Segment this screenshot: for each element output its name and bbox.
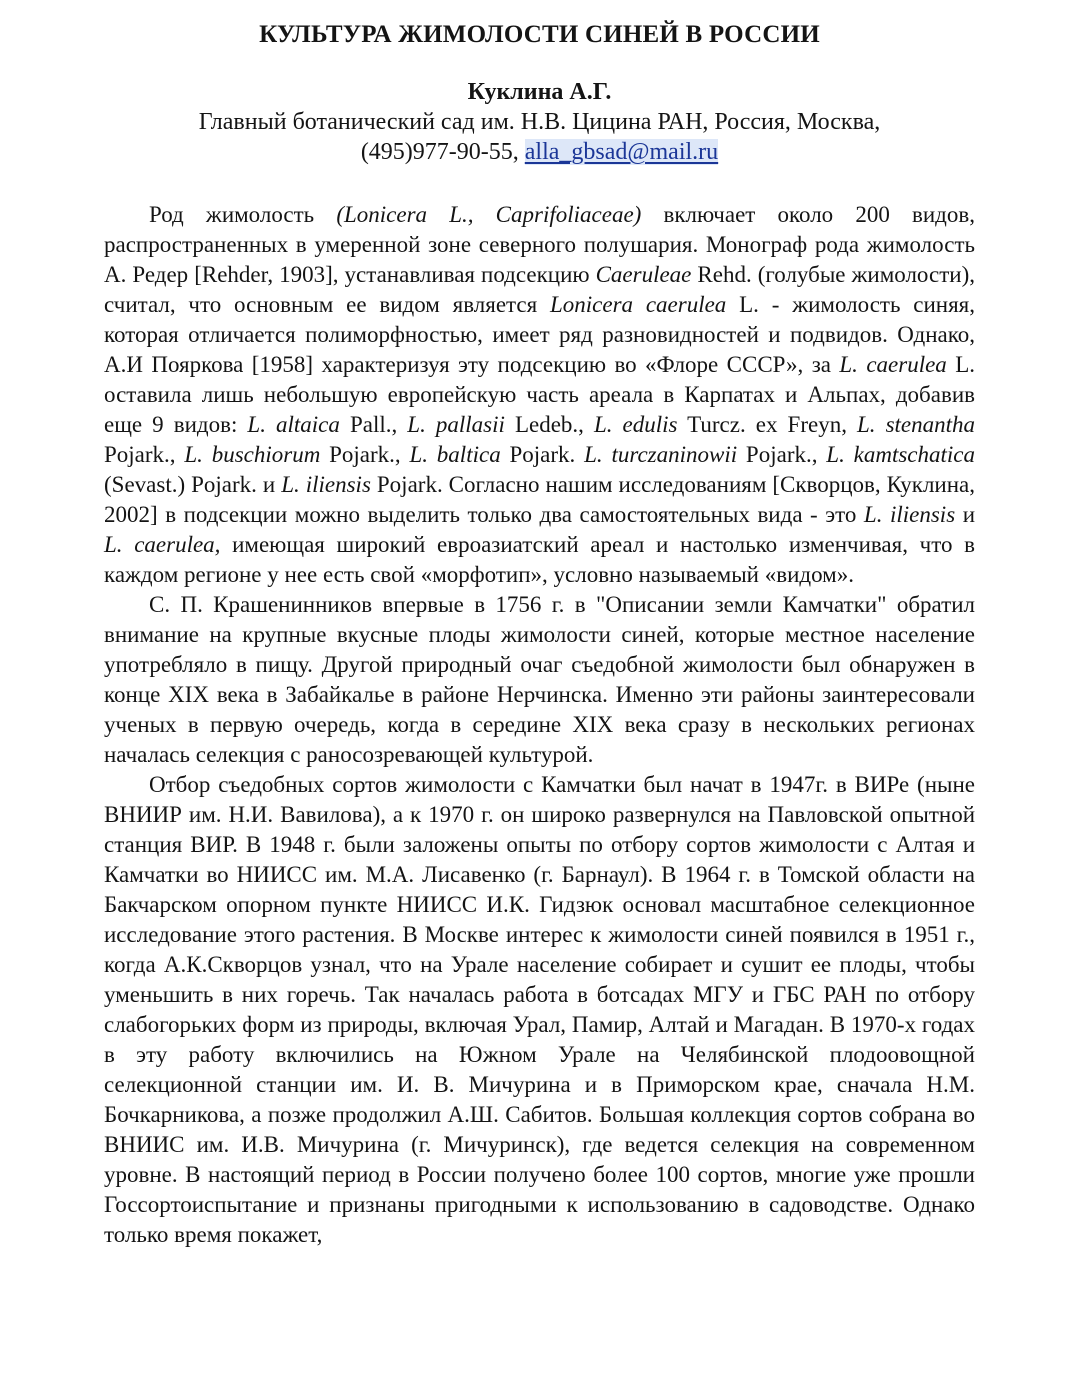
text-run: Pojark.: [500, 442, 585, 467]
text-run: Pojark.,: [737, 442, 827, 467]
page-title: КУЛЬТУРА ЖИМОЛОСТИ СИНЕЙ В РОССИИ: [259, 21, 820, 48]
text-run: Turcz. ex Freyn,: [677, 412, 857, 437]
species-name-italic: L. kamtschatica: [826, 442, 975, 467]
species-name-italic: L. caerulea,: [104, 532, 221, 557]
species-name-italic: L. pallasii: [407, 412, 505, 437]
paragraph: [104, 770, 975, 1250]
text-run: Pojark.,: [104, 442, 185, 467]
species-name-italic: L. altaica: [247, 412, 340, 437]
species-name-italic: L. buschiorum: [184, 442, 321, 467]
species-name-italic: L. stenantha: [857, 412, 976, 437]
species-name-italic: (Lonicera L., Caprifoliaceae): [336, 202, 642, 227]
text-run: Ledeb.,: [504, 412, 594, 437]
species-name-italic: Caeruleae: [595, 262, 692, 287]
text-run: Pojark. Согласно нашим исследованиям [Скворцов, Куклина, 2002] в подсекции можно выделить только два самостоятельных вида - это: [104, 472, 975, 527]
text-run: включает около 200 видов, распространенных в умеренной зоне северного полушария. Монограф рода жимолость А. Редер [Rehder, 1903], устанавливая подсекцию: [104, 202, 975, 287]
document-body: [104, 200, 975, 1250]
species-name-italic: L. baltica: [409, 442, 501, 467]
text-run: Pojark.,: [320, 442, 410, 467]
species-name-italic: L. caerulea: [839, 352, 947, 377]
paragraph: [104, 200, 975, 590]
species-name-italic: L. edulis: [593, 412, 678, 437]
text-run: L. - жимолость синяя, которая отличается полиморфностью, имеет ряд разновидностей и подвидов. Однако, А.И Пояркова [1958] характеризуя эту подсекцию во «Флоре СССР», за: [104, 292, 975, 377]
text-run: L. оставила лишь небольшую европейскую часть ареала в Карпатах и Альпах, добавив еще 9 видов:: [104, 352, 975, 437]
text-run: имеющая широкий евроазиатский ареал и настолько изменчивая, что в каждом регионе у нее есть свой «морфотип», условно называемый «видом».: [104, 532, 975, 587]
species-name-italic: L. turczaninowii: [584, 442, 738, 467]
text-run: С. П. Крашенинников впервые в 1756 г. в "Описании земли Камчатки" обратил внимание на крупные вкусные плоды жимолости синей, которые местное население употребляло в пищу. Другой природный очаг съедобной жимолости был обнаружен в конце XIX века в Забайкалье в районе Нерчинска. Именно эти районы заинтересовали ученых в первую очередь, когда в середине XIX века сразу в нескольких регионах началась селекция с раносозревающей культурой.: [104, 592, 975, 767]
paragraph: [104, 590, 975, 770]
species-name-italic: L. iliensis: [281, 472, 371, 497]
text-run: (Sevast.) Pojark. и: [104, 472, 282, 497]
text-run: Отбор съедобных сортов жимолости с Камчатки был начат в 1947г. в ВИРе (ныне ВНИИР им. Н.И. Вавилова), а к 1970 г. он широко развернулся на Павловской опытной станция ВИР. В 1948 г. были заложены опыты по отбору сортов жимолости с Алтая и Камчатки во НИИСС им. М.А. Лисавенко (г. Барнаул). В 1964 г. в Томской области на Бакчарском опорном пункте НИИСС И.К. Гидзюк основал масштабное селекционное исследование этого растения. В Москве интерес к жимолости синей появился в 1951 г., когда А.К.Скворцов узнал, что на Урале население собирает и сушит ее плоды, чтобы уменьшить в них горечь. Так началась работа в ботсадах МГУ и ГБС РАН по отбору слабогорьких форм из природы, включая Урал, Памир, Алтай и Магадан. В 1970-х годах в эту работу включились на Южном Урале на Челябинской плодоовощной селекционной станции им. И. В. Мичурина и в Приморском крае, сначала Н.М. Бочкарникова, а позже продолжил А.Ш. Сабитов. Большая коллекция сортов собрана во ВНИИС им. И.В. Мичурина (г. Мичуринск), где ведется селекция на современном уровне. В настоящий период в России получено более 100 сортов, многие уже прошли Госсортоиспытание и признаны пригодными к использованию в садоводстве. Однако только время покажет,: [104, 772, 975, 1247]
contact-line: [104, 137, 975, 167]
author-name: Куклина А.Г.: [467, 79, 612, 105]
text-run: Род жимолость: [149, 202, 337, 227]
affiliation-line: Главный ботанический сад им. Н.В. Цицина РАН, Россия, Москва,: [198, 109, 881, 135]
text-run: Pall.,: [339, 412, 408, 437]
species-name-italic: Lonicera caerulea: [549, 292, 727, 317]
text-run: Rehd. (голубые жимолости), считал, что основным ее видом является: [104, 262, 975, 317]
text-run: и: [955, 502, 975, 527]
phone-number: (495)977-90-55,: [360, 139, 519, 165]
species-name-italic: L. iliensis: [863, 502, 956, 527]
email-link[interactable]: alla_gbsad@mail.ru: [524, 139, 719, 165]
